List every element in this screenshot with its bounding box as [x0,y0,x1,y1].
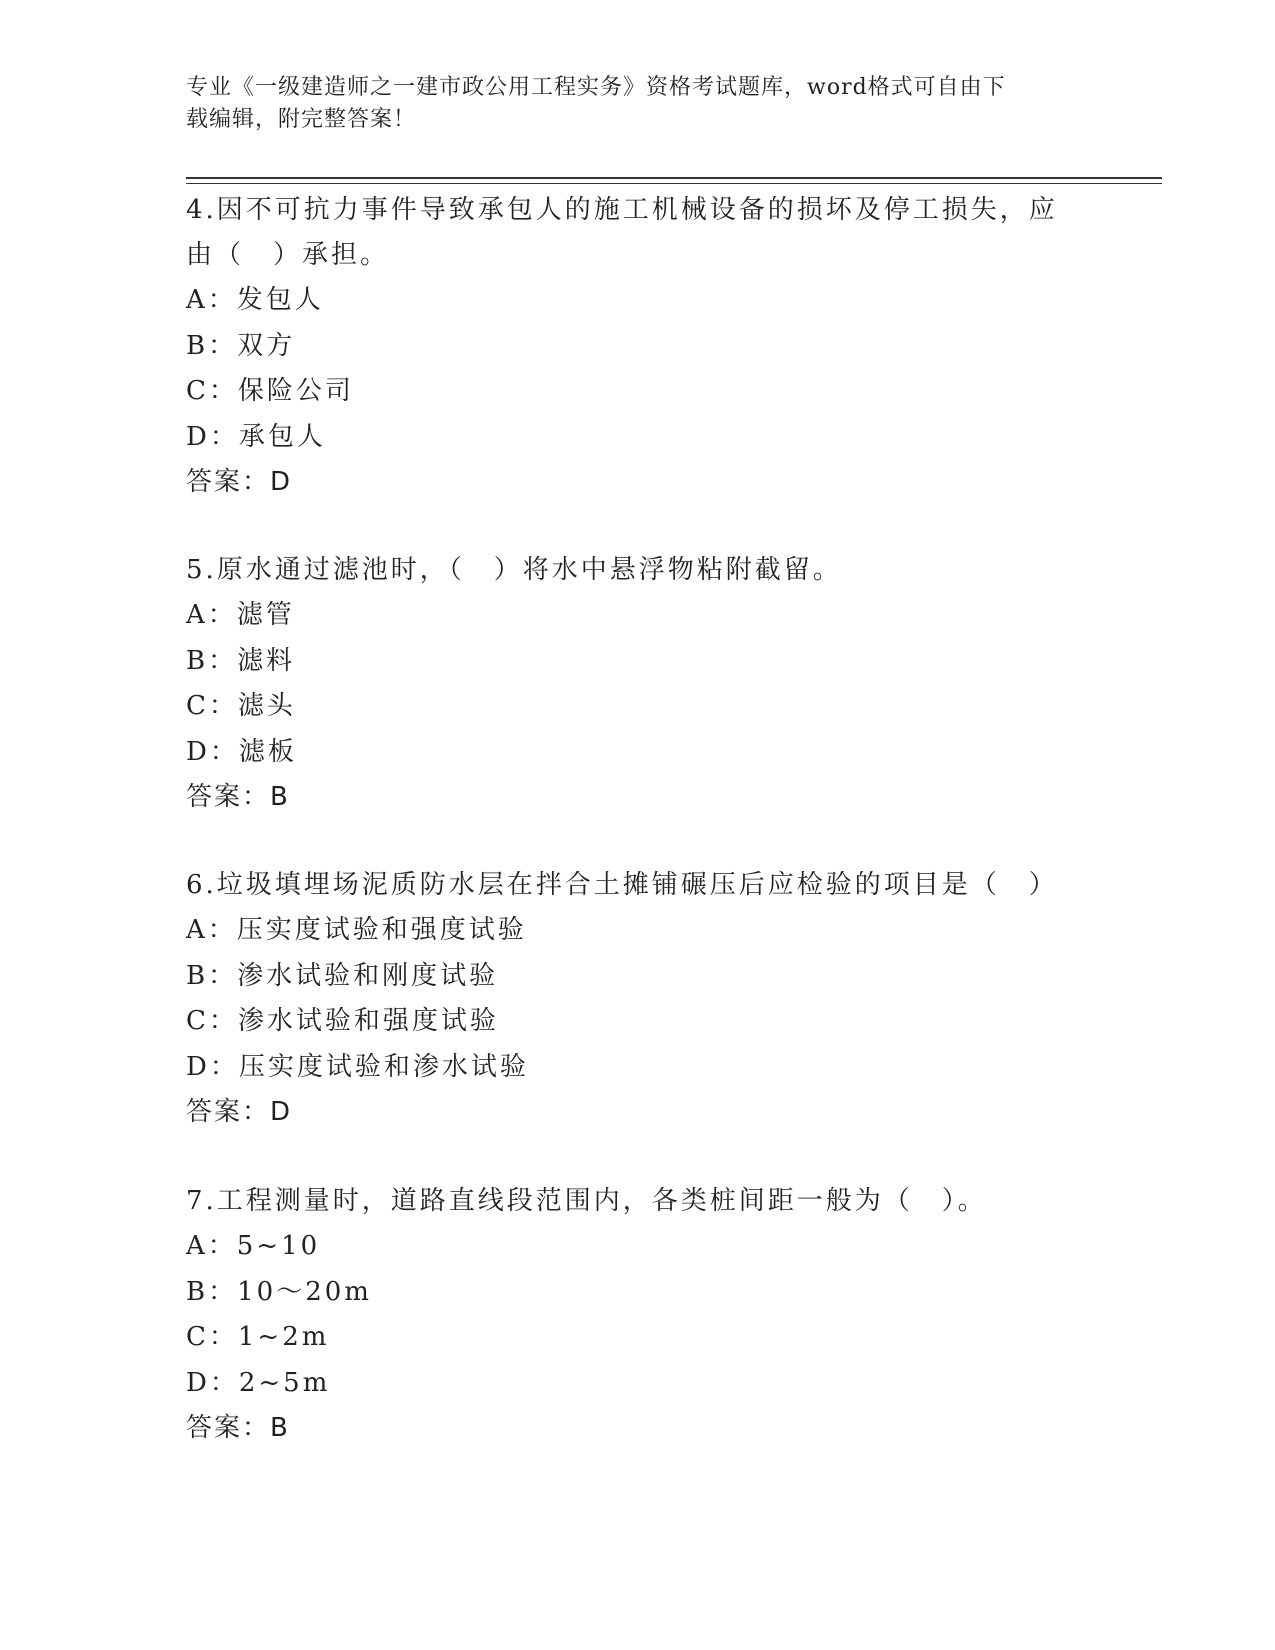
option-d: D：滤板 [186,736,297,767]
question-stem-continued: 由（ ）承担。 [186,240,390,270]
option-c: C：滤头 [186,691,296,721]
option-a: A：发包人 [186,285,324,315]
question-7 [186,1179,1066,1451]
option-a: A：5~10 [186,1231,321,1261]
option-b: B：渗水试验和刚度试验 [186,960,499,991]
option-c: C：渗水试验和强度试验 [186,1006,499,1036]
option-b: B：10～20m [186,1276,372,1307]
question-5 [186,548,1066,820]
option-d: D：承包人 [186,421,326,452]
question-stem: 6.垃圾填埋场泥质防水层在拌合土摊铺碾压后应检验的项目是（ ） [186,870,1058,900]
option-d: D：2~5m [186,1367,331,1398]
header-divider-thin [186,183,1162,184]
option-a: A：滤管 [186,600,295,630]
option-b: B：滤料 [186,645,296,676]
header-line-2: 载编辑，附完整答案！ [186,107,417,132]
option-c: C：保险公司 [186,376,354,406]
option-b: B：双方 [186,330,296,361]
document-header [186,72,1066,136]
answer-text: 答案：B [186,782,290,812]
header-line-1: 专业《一级建造师之一建市政公用工程实务》资格考试题库，word格式可自由下 [186,75,1006,100]
question-stem: 4.因不可抗力事件导致承包人的施工机械设备的损坏及停工损失，应 [186,195,1058,225]
question-stem: 5.原水通过滤池时，（ ）将水中悬浮物粘附截留。 [186,555,842,585]
option-d: D：压实度试验和渗水试验 [186,1051,529,1082]
question-stem: 7.工程测量时，道路直线段范围内，各类桩间距一般为（ ）。 [186,1186,987,1216]
answer-text: 答案：D [186,467,293,497]
answer-text: 答案：D [186,1097,293,1127]
option-c: C：1~2m [186,1322,330,1352]
question-6 [186,863,1066,1135]
option-a: A：压实度试验和强度试验 [186,915,527,945]
answer-text: 答案：B [186,1413,290,1443]
question-4 [186,188,1066,505]
header-divider [186,177,1162,179]
